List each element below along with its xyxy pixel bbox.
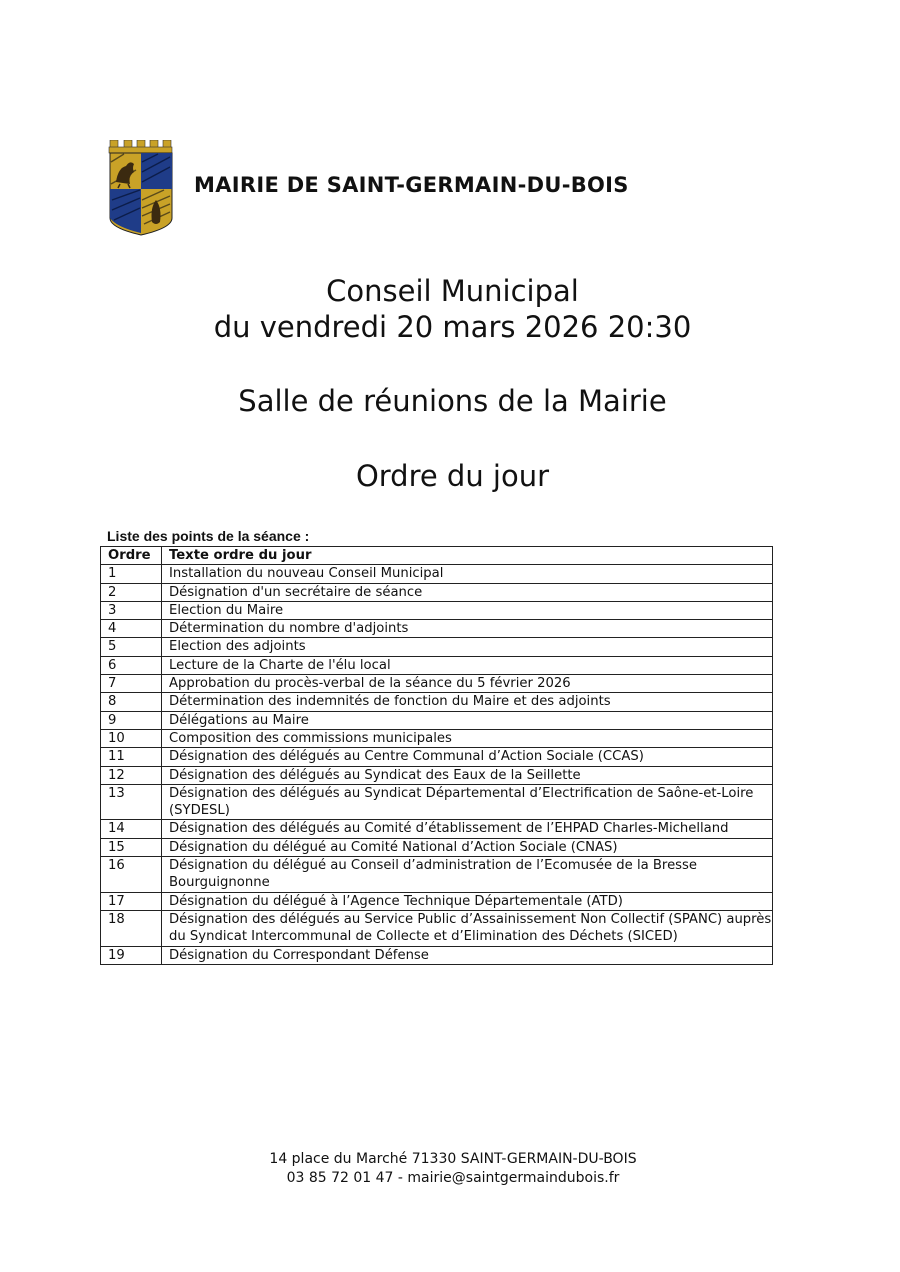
agenda-item-text: Désignation des délégués au Centre Communal d’Action Sociale (CCAS) (162, 748, 773, 766)
agenda-item-number: 1 (101, 565, 162, 583)
table-row (101, 820, 773, 838)
meeting-title (0, 273, 900, 345)
agenda-item-text: Approbation du procès-verbal de la séance du 5 février 2026 (162, 675, 773, 693)
table-row (101, 892, 773, 910)
agenda-item-number: 18 (101, 910, 162, 946)
table-row (101, 601, 773, 619)
agenda-heading: Ordre du jour (355, 459, 550, 493)
agenda-item-text: Désignation du délégué au Conseil d’administration de l’Ecomusée de la Bresse Bourguignonne (162, 857, 773, 893)
table-row (101, 946, 773, 964)
table-row (101, 910, 773, 946)
meeting-location: Salle de réunions de la Mairie (238, 384, 667, 418)
table-row (101, 748, 773, 766)
table-row (101, 784, 773, 820)
footer-contact: 03 85 72 01 47 - mairie@saintgermaindubois.fr (286, 1170, 620, 1186)
agenda-item-text: Lecture de la Charte de l'élu local (162, 656, 773, 674)
agenda-item-text: Détermination du nombre d'adjoints (162, 620, 773, 638)
agenda-table (100, 546, 773, 965)
table-row (101, 711, 773, 729)
agenda-item-text: Composition des commissions municipales (162, 729, 773, 747)
table-row (101, 766, 773, 784)
footer-address: 14 place du Marché 71330 SAINT-GERMAIN-DU-BOIS (269, 1151, 637, 1167)
agenda-item-number: 14 (101, 820, 162, 838)
meeting-title-line1: Conseil Municipal (326, 274, 579, 308)
agenda-item-text: Désignation des délégués au Comité d’établissement de l’EHPAD Charles-Michelland (162, 820, 773, 838)
agenda-item-text: Désignation du délégué au Comité National d’Action Sociale (CNAS) (162, 838, 773, 856)
agenda-item-number: 3 (101, 601, 162, 619)
table-row (101, 583, 773, 601)
column-header-text: Texte ordre du jour (162, 547, 773, 565)
mairie-name: MAIRIE DE SAINT-GERMAIN-DU-BOIS (194, 173, 629, 197)
agenda-rows (101, 565, 773, 965)
agenda-item-number: 19 (101, 946, 162, 964)
agenda-item-text: Désignation des délégués au Syndicat Départemental d’Electrification de Saône-et-Loire (SYDESL) (162, 784, 773, 820)
agenda-item-text: Délégations au Maire (162, 711, 773, 729)
agenda-item-number: 10 (101, 729, 162, 747)
table-row (101, 857, 773, 893)
table-row (101, 729, 773, 747)
agenda-item-number: 9 (101, 711, 162, 729)
table-row (101, 638, 773, 656)
agenda-item-number: 5 (101, 638, 162, 656)
agenda-item-number: 11 (101, 748, 162, 766)
letterhead (106, 140, 629, 236)
agenda-item-text: Désignation des délégués au Service Public d’Assainissement Non Collectif (SPANC) auprès du Syndicat Intercommunal de Collecte et d’Elimination des Déchets (SICED) (162, 910, 773, 946)
table-header-row (101, 547, 773, 565)
agenda-item-text: Désignation du délégué à l’Agence Technique Départementale (ATD) (162, 892, 773, 910)
table-row (101, 675, 773, 693)
meeting-date: du vendredi 20 mars 2026 20:30 (213, 310, 692, 344)
agenda-item-text: Détermination des indemnités de fonction du Maire et des adjoints (162, 693, 773, 711)
column-header-order: Ordre (101, 547, 162, 565)
agenda-item-number: 2 (101, 583, 162, 601)
agenda-item-number: 6 (101, 656, 162, 674)
table-row (101, 838, 773, 856)
table-row (101, 565, 773, 583)
agenda-item-text: Désignation d'un secrétaire de séance (162, 583, 773, 601)
agenda-item-number: 15 (101, 838, 162, 856)
agenda-item-number: 16 (101, 857, 162, 893)
table-row (101, 656, 773, 674)
agenda-item-number: 4 (101, 620, 162, 638)
agenda-item-number: 17 (101, 892, 162, 910)
agenda-item-number: 8 (101, 693, 162, 711)
agenda-item-number: 7 (101, 675, 162, 693)
agenda-item-text: Election du Maire (162, 601, 773, 619)
agenda-item-text: Installation du nouveau Conseil Municipal (162, 565, 773, 583)
agenda-list-title: Liste des points de la séance : (107, 528, 310, 544)
footer (0, 1150, 900, 1188)
agenda-item-text: Election des adjoints (162, 638, 773, 656)
coat-of-arms-icon (106, 140, 176, 236)
agenda-item-text: Désignation des délégués au Syndicat des Eaux de la Seillette (162, 766, 773, 784)
agenda-item-number: 12 (101, 766, 162, 784)
table-row (101, 620, 773, 638)
agenda-item-text: Désignation du Correspondant Défense (162, 946, 773, 964)
agenda-item-number: 13 (101, 784, 162, 820)
table-row (101, 693, 773, 711)
